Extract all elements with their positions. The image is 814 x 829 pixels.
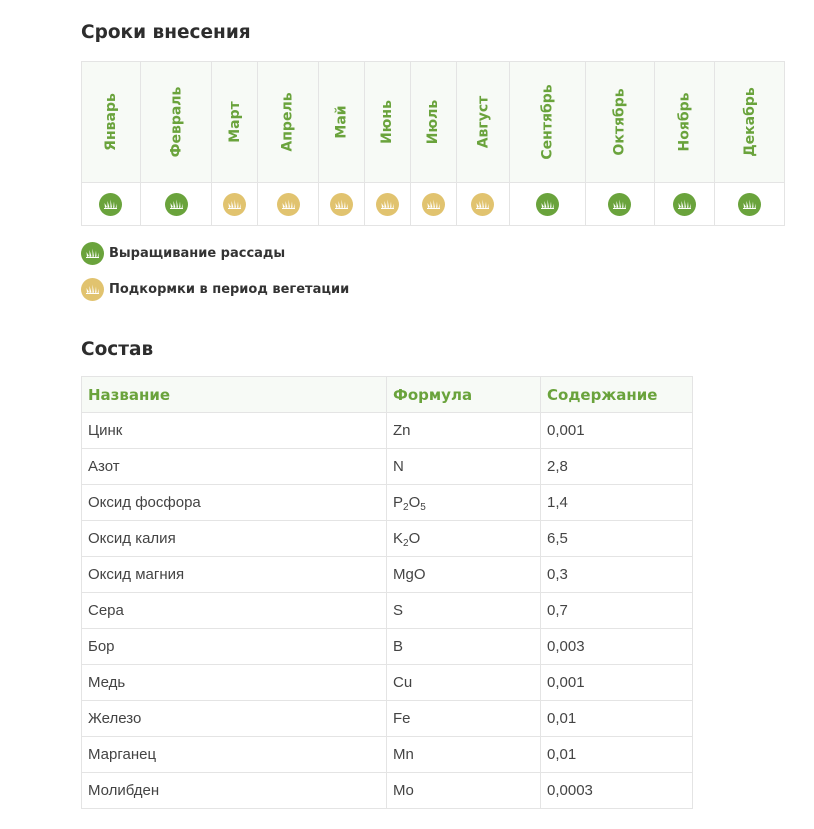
element-name: Железо bbox=[82, 701, 387, 737]
formula-symbol: Zn bbox=[393, 422, 411, 439]
month-label: Январь bbox=[102, 93, 119, 151]
element-formula bbox=[387, 521, 541, 557]
month-cell bbox=[654, 62, 714, 183]
element-name: Сера bbox=[82, 593, 387, 629]
element-content: 0,01 bbox=[541, 737, 693, 773]
element-content: 1,4 bbox=[541, 485, 693, 521]
month-badge-cell bbox=[456, 183, 510, 226]
element-formula bbox=[387, 701, 541, 737]
month-cell bbox=[318, 62, 364, 183]
element-name: Марганец bbox=[82, 737, 387, 773]
element-formula bbox=[387, 665, 541, 701]
month-badge-cell bbox=[140, 183, 212, 226]
grass-icon bbox=[422, 193, 445, 216]
formula-subscript: 5 bbox=[420, 502, 426, 513]
composition-table bbox=[81, 376, 693, 809]
formula-symbol: Mo bbox=[393, 782, 414, 799]
formula-symbol: P bbox=[393, 494, 404, 511]
month-badge-cell bbox=[82, 183, 141, 226]
table-row bbox=[82, 593, 693, 629]
grass-icon bbox=[673, 193, 696, 216]
month-badge-cell bbox=[714, 183, 785, 226]
table-row bbox=[82, 701, 693, 737]
month-label: Декабрь bbox=[741, 87, 758, 157]
table-row bbox=[82, 773, 693, 809]
month-label: Июнь bbox=[379, 100, 396, 144]
month-cell bbox=[212, 62, 258, 183]
month-badge-cell bbox=[410, 183, 456, 226]
column-header: Формула bbox=[387, 377, 541, 413]
month-badge-cell bbox=[654, 183, 714, 226]
element-formula bbox=[387, 485, 541, 521]
formula-subscript: 2 bbox=[403, 502, 409, 513]
element-content: 6,5 bbox=[541, 521, 693, 557]
grass-icon bbox=[330, 193, 353, 216]
element-content: 0,001 bbox=[541, 665, 693, 701]
element-name: Азот bbox=[82, 449, 387, 485]
element-name: Медь bbox=[82, 665, 387, 701]
table-row bbox=[82, 521, 693, 557]
month-row bbox=[82, 62, 785, 183]
formula-symbol: N bbox=[393, 458, 404, 475]
element-content: 2,8 bbox=[541, 449, 693, 485]
element-name: Оксид фосфора bbox=[82, 485, 387, 521]
formula-symbol: S bbox=[393, 602, 404, 619]
month-cell bbox=[82, 62, 141, 183]
month-badge-cell bbox=[586, 183, 654, 226]
table-row bbox=[82, 665, 693, 701]
month-badge-cell bbox=[212, 183, 258, 226]
element-formula bbox=[387, 449, 541, 485]
grass-icon bbox=[81, 242, 104, 265]
grass-icon bbox=[223, 193, 246, 216]
month-cell bbox=[456, 62, 510, 183]
element-name: Молибден bbox=[82, 773, 387, 809]
month-badge-cell bbox=[364, 183, 410, 226]
month-label: Март bbox=[226, 101, 243, 143]
month-cell bbox=[258, 62, 318, 183]
month-label: Июль bbox=[425, 99, 442, 145]
table-row bbox=[82, 737, 693, 773]
element-formula bbox=[387, 629, 541, 665]
month-cell bbox=[364, 62, 410, 183]
column-header: Название bbox=[82, 377, 387, 413]
element-formula bbox=[387, 557, 541, 593]
grass-icon bbox=[277, 193, 300, 216]
grass-icon bbox=[471, 193, 494, 216]
element-name: Оксид магния bbox=[82, 557, 387, 593]
element-content: 0,001 bbox=[541, 413, 693, 449]
table-row bbox=[82, 485, 693, 521]
grass-icon bbox=[165, 193, 188, 216]
element-formula bbox=[387, 593, 541, 629]
element-content: 0,01 bbox=[541, 701, 693, 737]
month-cell bbox=[140, 62, 212, 183]
formula-symbol: MgO bbox=[393, 566, 426, 583]
grass-icon bbox=[608, 193, 631, 216]
table-row bbox=[82, 629, 693, 665]
grass-icon bbox=[536, 193, 559, 216]
grass-icon bbox=[738, 193, 761, 216]
element-formula bbox=[387, 413, 541, 449]
month-badge-cell bbox=[318, 183, 364, 226]
month-cell bbox=[586, 62, 654, 183]
formula-symbol: O bbox=[408, 494, 421, 511]
grass-icon bbox=[99, 193, 122, 216]
formula-symbol: Fe bbox=[393, 710, 411, 727]
month-label: Сентябрь bbox=[539, 84, 556, 160]
month-badge-cell bbox=[258, 183, 318, 226]
element-content: 0,003 bbox=[541, 629, 693, 665]
grass-icon bbox=[376, 193, 399, 216]
table-row bbox=[82, 413, 693, 449]
month-label: Ноябрь bbox=[676, 92, 693, 152]
formula-symbol: Cu bbox=[393, 674, 413, 691]
month-label: Май bbox=[333, 105, 350, 139]
month-label: Февраль bbox=[168, 86, 185, 158]
element-content: 0,3 bbox=[541, 557, 693, 593]
legend-seedling bbox=[81, 242, 285, 265]
element-formula bbox=[387, 737, 541, 773]
element-formula bbox=[387, 773, 541, 809]
formula-symbol: B bbox=[393, 638, 404, 655]
element-content: 0,0003 bbox=[541, 773, 693, 809]
month-cell bbox=[714, 62, 785, 183]
composition-title: Состав bbox=[81, 339, 154, 360]
month-label: Апрель bbox=[280, 92, 297, 152]
formula-subscript: 2 bbox=[403, 538, 409, 549]
table-row bbox=[82, 557, 693, 593]
badge-row bbox=[82, 183, 785, 226]
schedule-title: Сроки внесения bbox=[81, 22, 251, 43]
element-name: Оксид калия bbox=[82, 521, 387, 557]
legend-label: Подкормки в период вегетации bbox=[109, 282, 350, 297]
month-label: Август bbox=[474, 95, 491, 149]
month-badge-cell bbox=[510, 183, 586, 226]
application-calendar bbox=[81, 61, 785, 226]
element-name: Цинк bbox=[82, 413, 387, 449]
formula-symbol: O bbox=[408, 530, 421, 547]
element-name: Бор bbox=[82, 629, 387, 665]
legend-label: Выращивание рассады bbox=[109, 246, 286, 261]
column-header: Содержание bbox=[541, 377, 693, 413]
formula-symbol: Mn bbox=[393, 746, 414, 763]
table-row bbox=[82, 449, 693, 485]
element-content: 0,7 bbox=[541, 593, 693, 629]
table-header-row bbox=[82, 377, 693, 413]
legend-feeding bbox=[81, 278, 349, 301]
month-label: Октябрь bbox=[611, 88, 628, 156]
month-cell bbox=[510, 62, 586, 183]
month-cell bbox=[410, 62, 456, 183]
grass-icon bbox=[81, 278, 104, 301]
formula-symbol: K bbox=[393, 530, 404, 547]
